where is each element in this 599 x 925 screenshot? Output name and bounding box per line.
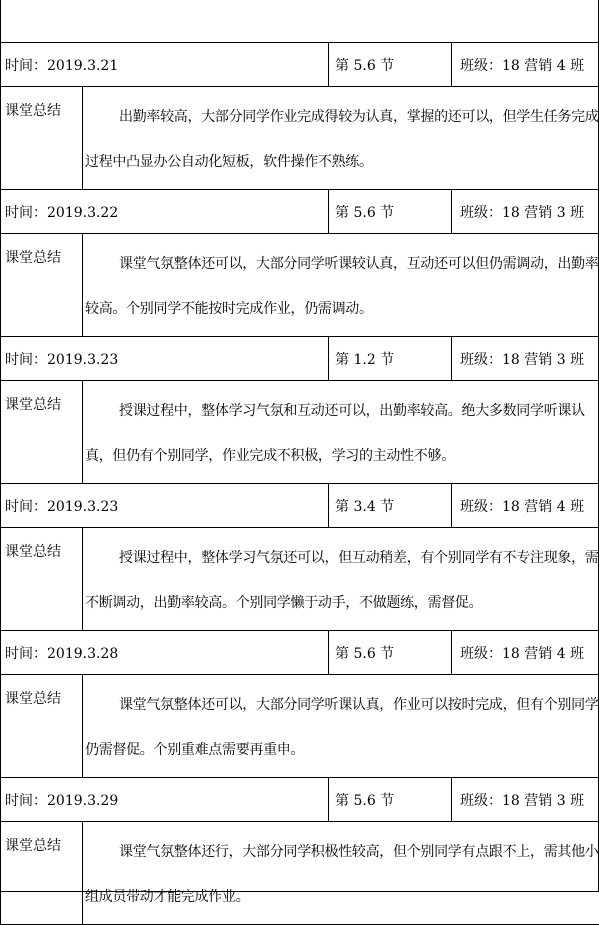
entry-class: 班级：18 营销 4 班 <box>452 631 599 675</box>
summary-text: 授课过程中，整体学习气氛和互动还可以，出勤率较高。绝大多数同学听课认真，但仍有个别同学，作业完成不积极，学习的主动性不够。 <box>83 381 599 484</box>
summary-label: 课堂总结 <box>1 381 83 484</box>
teaching-log-table <box>0 42 599 925</box>
summary-text: 课堂气氛整体还可以，大部分同学听课认真，作业可以按时完成，但有个别同学仍需督促。个别重难点需要再重申。 <box>83 675 599 778</box>
entry-summary-row <box>1 675 599 778</box>
entry-class: 班级：18 营销 3 班 <box>452 337 599 381</box>
entry-summary-row <box>1 822 599 925</box>
entry-info-row <box>1 43 599 87</box>
summary-label: 课堂总结 <box>1 675 83 778</box>
entry-lesson: 第 1.2 节 <box>329 337 452 381</box>
entry-class: 班级：18 营销 4 班 <box>452 43 599 87</box>
entry-lesson: 第 5.6 节 <box>329 778 452 822</box>
entry-time: 时间：2019.3.28 <box>1 631 329 675</box>
entry-summary-row <box>1 234 599 337</box>
page-left-border <box>0 0 1 892</box>
summary-label: 课堂总结 <box>1 528 83 631</box>
entry-info-row <box>1 337 599 381</box>
summary-label: 课堂总结 <box>1 234 83 337</box>
summary-text: 授课过程中，整体学习气氛还可以，但互动稍差，有个别同学有不专注现象，需不断调动，出勤率较高。个别同学懒于动手，不做题练，需督促。 <box>83 528 599 631</box>
entry-summary-row <box>1 528 599 631</box>
summary-label: 课堂总结 <box>1 822 83 925</box>
summary-text: 课堂气氛整体还行，大部分同学积极性较高，但个别同学有点跟不上，需其他小组成员带动才能完成作业。 <box>83 822 599 925</box>
entry-info-row <box>1 778 599 822</box>
entry-class: 班级：18 营销 3 班 <box>452 778 599 822</box>
entry-lesson: 第 5.6 节 <box>329 190 452 234</box>
entry-time: 时间：2019.3.21 <box>1 43 329 87</box>
entry-info-row <box>1 190 599 234</box>
summary-label: 课堂总结 <box>1 87 83 190</box>
entry-time: 时间：2019.3.23 <box>1 484 329 528</box>
summary-text: 出勤率较高，大部分同学作业完成得较为认真，掌握的还可以，但学生任务完成过程中凸显办公自动化短板，软件操作不熟练。 <box>83 87 599 190</box>
entry-time: 时间：2019.3.22 <box>1 190 329 234</box>
entry-time: 时间：2019.3.29 <box>1 778 329 822</box>
entry-lesson: 第 5.6 节 <box>329 43 452 87</box>
entry-time: 时间：2019.3.23 <box>1 337 329 381</box>
entry-class: 班级：18 营销 4 班 <box>452 484 599 528</box>
entry-summary-row <box>1 87 599 190</box>
entry-info-row <box>1 631 599 675</box>
entry-lesson: 第 5.6 节 <box>329 631 452 675</box>
entry-lesson: 第 3.4 节 <box>329 484 452 528</box>
entry-info-row <box>1 484 599 528</box>
entry-class: 班级：18 营销 3 班 <box>452 190 599 234</box>
entry-summary-row <box>1 381 599 484</box>
summary-text: 课堂气氛整体还可以，大部分同学听课较认真，互动还可以但仍需调动，出勤率较高。个别同学不能按时完成作业，仍需调动。 <box>83 234 599 337</box>
